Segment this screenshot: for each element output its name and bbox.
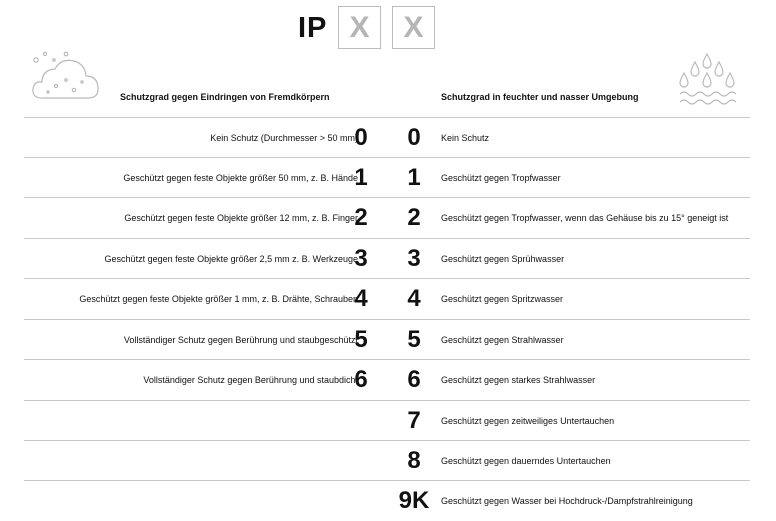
ip-second-digit-placeholder: X bbox=[392, 6, 435, 49]
water-protection-code: 0 bbox=[407, 124, 421, 151]
water-protection-code: 8 bbox=[407, 447, 421, 474]
water-protection-code: 5 bbox=[407, 326, 421, 353]
solid-protection-code bbox=[352, 481, 370, 521]
solid-protection-code bbox=[352, 441, 370, 481]
water-protection-code: 2 bbox=[407, 204, 421, 231]
water-protection-description: Geschützt gegen Tropfwasser, wenn das Gehäuse bis zu 15° geneigt ist bbox=[441, 213, 729, 223]
ip-rating-row bbox=[24, 440, 750, 481]
water-protection-code: 3 bbox=[407, 245, 421, 272]
solid-protection-code: 0 bbox=[354, 124, 368, 151]
ip-rating-row bbox=[24, 278, 750, 319]
ip-rating-row bbox=[24, 238, 750, 279]
water-protection-description: Geschützt gegen zeitweiliges Untertauchen bbox=[441, 416, 615, 426]
solid-protection-column-title: Schutzgrad gegen Eindringen von Fremdkörpern bbox=[120, 92, 330, 102]
water-protection-code: 7 bbox=[407, 407, 421, 434]
water-protection-code: 4 bbox=[407, 285, 421, 312]
water-drops-icon bbox=[676, 52, 738, 106]
water-protection-description: Geschützt gegen Sprühwasser bbox=[441, 254, 565, 264]
ip-rating-row bbox=[24, 157, 750, 198]
solid-protection-code: 6 bbox=[354, 366, 368, 393]
water-protection-code: 9K bbox=[398, 487, 430, 514]
water-protection-code: 1 bbox=[407, 164, 421, 191]
solid-protection-description: Geschützt gegen feste Objekte größer 50 mm, z. B. Hände bbox=[123, 173, 358, 183]
water-protection-description: Geschützt gegen starkes Strahlwasser bbox=[441, 375, 596, 385]
solid-protection-description: Geschützt gegen feste Objekte größer 12 mm, z. B. Finger bbox=[124, 213, 358, 223]
solid-protection-code: 5 bbox=[354, 326, 368, 353]
ip-title: IP bbox=[298, 12, 328, 44]
solid-protection-description: Kein Schutz (Durchmesser > 50 mm) bbox=[210, 133, 358, 143]
ip-rating-row bbox=[24, 480, 750, 521]
water-protection-column-title: Schutzgrad in feuchter und nasser Umgebung bbox=[441, 92, 639, 102]
ip-rating-row bbox=[24, 400, 750, 441]
solid-protection-code: 4 bbox=[354, 285, 368, 312]
cloud-dust-icon bbox=[30, 48, 102, 106]
water-protection-description: Geschützt gegen dauerndes Untertauchen bbox=[441, 456, 611, 466]
ip-rating-row bbox=[24, 359, 750, 400]
solid-protection-code: 2 bbox=[354, 204, 368, 231]
solid-protection-code: 1 bbox=[354, 164, 368, 191]
ip-rating-row bbox=[24, 319, 750, 360]
water-protection-description: Geschützt gegen Wasser bei Hochdruck-/Dampfstrahlreinigung bbox=[441, 496, 693, 506]
water-protection-description: Geschützt gegen Tropfwasser bbox=[441, 173, 561, 183]
water-protection-description: Kein Schutz bbox=[441, 133, 490, 143]
solid-protection-description: Vollständiger Schutz gegen Berührung und staubdicht bbox=[143, 375, 358, 385]
solid-protection-code: 3 bbox=[354, 245, 368, 272]
solid-protection-description: Vollständiger Schutz gegen Berührung und staubgeschützt bbox=[123, 335, 358, 345]
ip-rating-row bbox=[24, 117, 750, 158]
water-protection-code: 6 bbox=[407, 366, 421, 393]
ip-rating-row bbox=[24, 197, 750, 238]
solid-protection-description: Geschützt gegen feste Objekte größer 2,5 mm z. B. Werkzeuge bbox=[104, 254, 358, 264]
ip-first-digit-placeholder: X bbox=[338, 6, 381, 49]
solid-protection-description: Geschützt gegen feste Objekte größer 1 mm, z. B. Drähte, Schrauben bbox=[79, 294, 358, 304]
water-protection-description: Geschützt gegen Strahlwasser bbox=[441, 335, 564, 345]
water-protection-description: Geschützt gegen Spritzwasser bbox=[441, 294, 564, 304]
solid-protection-code bbox=[352, 401, 370, 441]
